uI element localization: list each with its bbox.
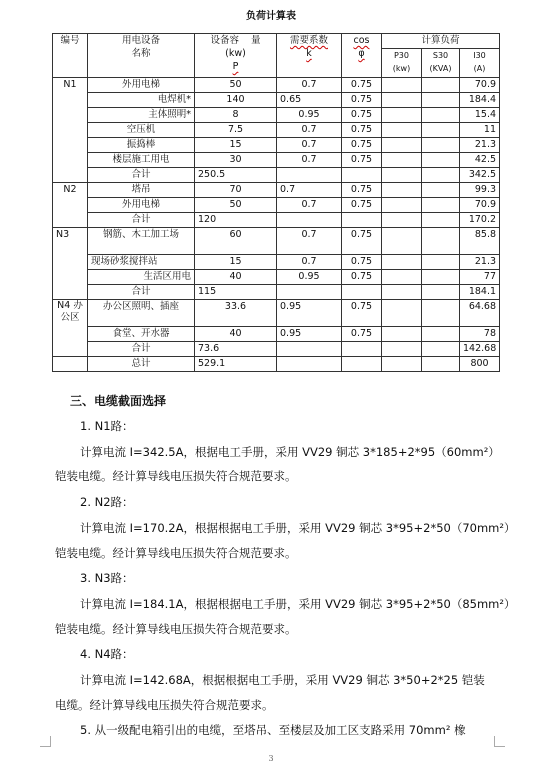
table-row [53, 300, 500, 327]
table-row-subtotal [53, 213, 500, 228]
capacity-cell: 250.5 [195, 168, 277, 183]
cos-cell: 0.75 [342, 123, 382, 138]
load-calculation-table [52, 33, 500, 372]
cos-cell: 0.75 [342, 138, 382, 153]
demand-cell: 0.7 [277, 138, 342, 153]
s30-cell [422, 228, 460, 255]
p30-cell [382, 342, 422, 357]
table-row [53, 78, 500, 93]
table-row-total [53, 357, 500, 372]
device-name: 生活区用电 [88, 270, 195, 285]
paragraph-5-line1: 5. 从一级配电箱引出的电缆，至塔吊、至楼层及加工区支路采用 70mm² 橡 [80, 723, 466, 737]
s30-cell [422, 138, 460, 153]
paragraph-n1-line1: 计算电流 I=342.5A，根据电工手册，采用 VV29 铜芯 3*185+2*95（60mm²） [80, 445, 500, 459]
i30-cell: 70.9 [460, 198, 500, 213]
p30-cell [382, 183, 422, 198]
header-device: 用电设备 名称 [88, 34, 195, 78]
device-name: 空压机 [88, 123, 195, 138]
demand-cell: 0.95 [277, 270, 342, 285]
device-name: 合计 [88, 342, 195, 357]
demand-cell: 0.7 [277, 183, 342, 198]
i30-cell: 21.3 [460, 255, 500, 270]
i30-cell: 800 [460, 357, 500, 372]
device-name: 钢筋、木工加工场 [88, 228, 195, 255]
device-name: 现场砂浆搅拌站 [88, 255, 195, 270]
header-capacity: 设备容 量 (kw) P [195, 34, 277, 78]
device-name: 主体照明* [88, 108, 195, 123]
cos-cell [342, 168, 382, 183]
page-number: 3 [268, 754, 274, 763]
group-no-n3: N3 [53, 228, 88, 300]
p30-cell [382, 285, 422, 300]
capacity-cell: 529.1 [195, 357, 277, 372]
paragraph-n2-heading: 2. N2路： [80, 495, 134, 509]
table-row [53, 93, 500, 108]
table-row [53, 270, 500, 285]
capacity-cell: 30 [195, 153, 277, 168]
cos-cell: 0.75 [342, 228, 382, 255]
demand-cell: 0.7 [277, 153, 342, 168]
capacity-cell: 73.6 [195, 342, 277, 357]
p30-cell [382, 138, 422, 153]
cos-cell [342, 342, 382, 357]
demand-cell [277, 357, 342, 372]
p30-cell [382, 168, 422, 183]
table-row [53, 255, 500, 270]
s30-cell [422, 198, 460, 213]
paragraph-n2-line1: 计算电流 I=170.2A，根据根据电工手册，采用 VV29 铜芯 3*95+2*50（70mm²） [80, 521, 516, 535]
p30-cell [382, 93, 422, 108]
header-calc-load: 计算负荷 [382, 34, 500, 49]
p30-cell [382, 123, 422, 138]
s30-cell [422, 213, 460, 228]
device-name: 总计 [88, 357, 195, 372]
demand-cell: 0.7 [277, 255, 342, 270]
paragraph-n4-line1: 计算电流 I=142.68A，根据根据电工手册，采用 VV29 铜芯 3*50+2*25 铠装 [80, 673, 485, 687]
s30-cell [422, 168, 460, 183]
s30-cell [422, 183, 460, 198]
demand-cell: 0.95 [277, 300, 342, 327]
capacity-cell: 60 [195, 228, 277, 255]
p30-cell [382, 78, 422, 93]
p30-cell [382, 270, 422, 285]
cos-cell: 0.75 [342, 153, 382, 168]
cos-cell: 0.75 [342, 183, 382, 198]
demand-cell: 0.95 [277, 108, 342, 123]
cos-cell: 0.75 [342, 108, 382, 123]
i30-cell: 184.1 [460, 285, 500, 300]
capacity-cell: 120 [195, 213, 277, 228]
device-name: 楼层施工用电 [88, 153, 195, 168]
group-no-empty [53, 357, 88, 372]
i30-cell: 64.68 [460, 300, 500, 327]
table-title: 负荷计算表 [246, 11, 296, 22]
s30-cell [422, 153, 460, 168]
capacity-cell: 40 [195, 270, 277, 285]
demand-cell: 0.7 [277, 123, 342, 138]
i30-cell: 21.3 [460, 138, 500, 153]
table-row [53, 108, 500, 123]
demand-cell [277, 213, 342, 228]
i30-cell: 142.68 [460, 342, 500, 357]
p30-cell [382, 228, 422, 255]
i30-cell: 42.5 [460, 153, 500, 168]
header-s30: S30 (KVA) [422, 49, 460, 78]
table-row [53, 198, 500, 213]
paragraph-n3-heading: 3. N3路： [80, 571, 134, 585]
demand-cell [277, 342, 342, 357]
s30-cell [422, 357, 460, 372]
cos-cell: 0.75 [342, 198, 382, 213]
s30-cell [422, 123, 460, 138]
capacity-cell: 7.5 [195, 123, 277, 138]
table-row-subtotal [53, 342, 500, 357]
i30-cell: 11 [460, 123, 500, 138]
i30-cell: 70.9 [460, 78, 500, 93]
paragraph-n1-heading: 1. N1路： [80, 419, 134, 433]
p30-cell [382, 108, 422, 123]
s30-cell [422, 255, 460, 270]
group-no-n4: N4 办公区 [53, 300, 88, 357]
cos-cell [342, 357, 382, 372]
device-name: 食堂、开水器 [88, 327, 195, 342]
paragraph-n2-line2: 铠装电缆。经计算导线电压损失符合规范要求。 [55, 546, 297, 560]
s30-cell [422, 327, 460, 342]
header-cos: cos φ [342, 34, 382, 78]
table-row [53, 228, 500, 255]
demand-cell [277, 168, 342, 183]
capacity-cell: 50 [195, 198, 277, 213]
paragraph-n4-line2: 电缆。经计算导线电压损失符合规范要求。 [55, 698, 274, 712]
i30-cell: 170.2 [460, 213, 500, 228]
capacity-cell: 8 [195, 108, 277, 123]
s30-cell [422, 300, 460, 327]
header-i30: I30 (A) [460, 49, 500, 78]
cos-cell: 0.75 [342, 270, 382, 285]
cos-cell [342, 285, 382, 300]
i30-cell: 99.3 [460, 183, 500, 198]
s30-cell [422, 342, 460, 357]
device-name: 外用电梯 [88, 78, 195, 93]
table-row [53, 183, 500, 198]
table-row [53, 327, 500, 342]
group-no-n2: N2 [53, 183, 88, 228]
capacity-cell: 15 [195, 138, 277, 153]
device-name: 合计 [88, 213, 195, 228]
demand-cell: 0.7 [277, 228, 342, 255]
p30-cell [382, 357, 422, 372]
device-name: 合计 [88, 168, 195, 183]
p30-cell [382, 198, 422, 213]
demand-cell: 0.95 [277, 327, 342, 342]
capacity-cell: 115 [195, 285, 277, 300]
demand-cell: 0.65 [277, 93, 342, 108]
table-row [53, 153, 500, 168]
table-row [53, 138, 500, 153]
demand-cell: 0.7 [277, 198, 342, 213]
s30-cell [422, 93, 460, 108]
i30-cell: 78 [460, 327, 500, 342]
paragraph-n3-line1: 计算电流 I=184.1A，根据根据电工手册，采用 VV29 铜芯 3*95+2*50（85mm²） [80, 597, 516, 611]
corner-mark-left [40, 736, 51, 747]
device-name: 电焊机* [88, 93, 195, 108]
s30-cell [422, 78, 460, 93]
device-name: 振捣棒 [88, 138, 195, 153]
p30-cell [382, 300, 422, 327]
corner-mark-right [494, 736, 505, 747]
header-p30: P30 (kw) [382, 49, 422, 78]
s30-cell [422, 108, 460, 123]
p30-cell [382, 327, 422, 342]
s30-cell [422, 270, 460, 285]
demand-cell: 0.7 [277, 78, 342, 93]
device-name: 办公区照明、插座 [88, 300, 195, 327]
i30-cell: 342.5 [460, 168, 500, 183]
device-name: 塔吊 [88, 183, 195, 198]
capacity-cell: 40 [195, 327, 277, 342]
cos-cell: 0.75 [342, 93, 382, 108]
table-row-subtotal [53, 168, 500, 183]
capacity-cell: 70 [195, 183, 277, 198]
cos-cell: 0.75 [342, 327, 382, 342]
device-name: 合计 [88, 285, 195, 300]
device-name: 外用电梯 [88, 198, 195, 213]
i30-cell: 184.4 [460, 93, 500, 108]
demand-cell [277, 285, 342, 300]
i30-cell: 77 [460, 270, 500, 285]
capacity-cell: 33.6 [195, 300, 277, 327]
capacity-cell: 15 [195, 255, 277, 270]
i30-cell: 15.4 [460, 108, 500, 123]
table-row-subtotal [53, 285, 500, 300]
p30-cell [382, 153, 422, 168]
header-demand-factor: 需要系数 k [277, 34, 342, 78]
section-title: 三、电缆截面选择 [70, 394, 167, 408]
paragraph-n4-heading: 4. N4路： [80, 647, 134, 661]
paragraph-n1-line2: 铠装电缆。经计算导线电压损失符合规范要求。 [55, 469, 297, 483]
i30-cell: 85.8 [460, 228, 500, 255]
p30-cell [382, 255, 422, 270]
capacity-cell: 140 [195, 93, 277, 108]
p30-cell [382, 213, 422, 228]
paragraph-n3-line2: 铠装电缆。经计算导线电压损失符合规范要求。 [55, 622, 297, 636]
header-no: 编号 [53, 34, 88, 78]
cos-cell [342, 213, 382, 228]
s30-cell [422, 285, 460, 300]
capacity-cell: 50 [195, 78, 277, 93]
cos-cell: 0.75 [342, 78, 382, 93]
cos-cell: 0.75 [342, 255, 382, 270]
group-no-n1: N1 [53, 78, 88, 183]
cos-cell: 0.75 [342, 300, 382, 327]
table-row [53, 123, 500, 138]
